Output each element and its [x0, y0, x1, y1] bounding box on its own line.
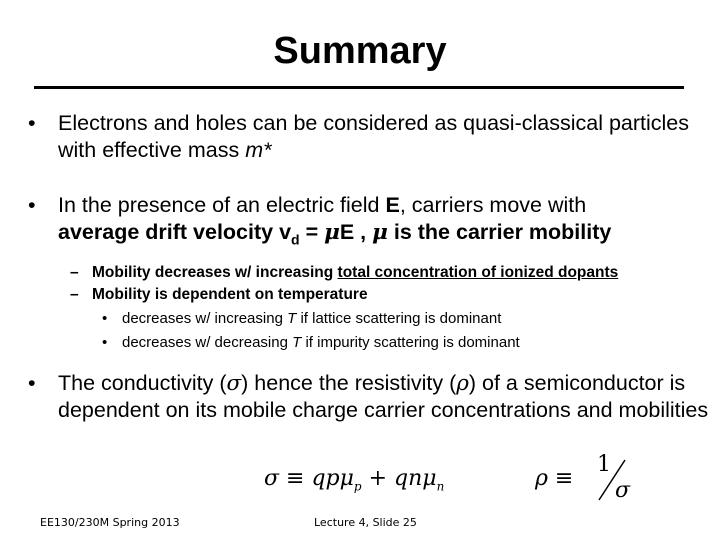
bullet-marker: • [102, 310, 108, 327]
bullet2-part1: In the presence of an electric field [58, 193, 380, 217]
bullet2-line2d: is the carrier mobility [387, 220, 612, 244]
subsub-text [122, 308, 501, 330]
subsub1-b: if lattice scattering is dominant [300, 310, 502, 327]
bullet3-b: ) hence the resistivity ( [241, 371, 457, 395]
sigma-symbol: σ [226, 371, 242, 396]
slide-title: Summary [273, 30, 447, 72]
bullet2-line2b: = [299, 220, 325, 244]
bullet-marker: • [28, 371, 36, 395]
bullet-marker: • [102, 334, 108, 351]
subsub-text [122, 332, 520, 354]
bullet-text [58, 370, 720, 424]
bullet-text [58, 110, 718, 164]
eq2-numerator: 1 [597, 452, 611, 477]
effective-mass-symbol: m* [245, 138, 272, 162]
bullet-marker: • [28, 111, 36, 135]
eq1-sub-n: n [436, 479, 445, 494]
eq1-mid: + qnμ [361, 466, 437, 491]
footer-course: EE130/230M Spring 2013 [40, 516, 180, 529]
eq1-lhs: σ ≡ qpμ [264, 466, 354, 491]
mu-symbol: μ [372, 220, 388, 245]
eq2-denominator: σ [615, 478, 631, 503]
dash-marker: – [70, 286, 79, 303]
eq1-sub-p: p [353, 479, 362, 494]
footer-slide-number: Lecture 4, Slide 25 [314, 516, 417, 529]
sub1-prefix: Mobility decreases w/ increasing [92, 264, 334, 281]
sub1-underlined: total concentration of ionized dopants [337, 264, 619, 281]
sub2-text: Mobility is dependent on temperature [92, 286, 368, 303]
bullet3-a: The conductivity ( [58, 371, 227, 395]
drift-subscript: d [291, 231, 300, 248]
mu-symbol: μ [324, 220, 340, 245]
rho-symbol: ρ [456, 371, 469, 396]
bullet2-line2a: average drift velocity v [58, 220, 292, 244]
bullet-text [58, 192, 720, 253]
subsub1-a: decreases w/ increasing [122, 310, 283, 327]
conductivity-equation [264, 466, 444, 493]
electric-field-symbol: E [385, 193, 400, 217]
subsub2-b: if impurity scattering is dominant [305, 334, 520, 351]
subsub2-a: decreases w/ decreasing [122, 334, 288, 351]
bullet2-line2c: E , [339, 220, 367, 244]
eq2-lhs: ρ ≡ [535, 466, 574, 491]
temperature-symbol: T [292, 334, 302, 351]
temperature-symbol: T [287, 310, 297, 327]
title-divider [34, 86, 684, 89]
bullet-marker: • [28, 193, 36, 217]
sub-bullet-text [92, 262, 618, 284]
dash-marker: – [70, 264, 79, 281]
bullet3-c: ) of a semiconductor is dependent on its mobile charge carrier concentrations and mobilities [58, 371, 709, 422]
bullet2-part2: , carriers move with [399, 193, 587, 217]
bullet1-text: Electrons and holes can be considered as quasi-classical particles with effective mass [58, 111, 690, 162]
